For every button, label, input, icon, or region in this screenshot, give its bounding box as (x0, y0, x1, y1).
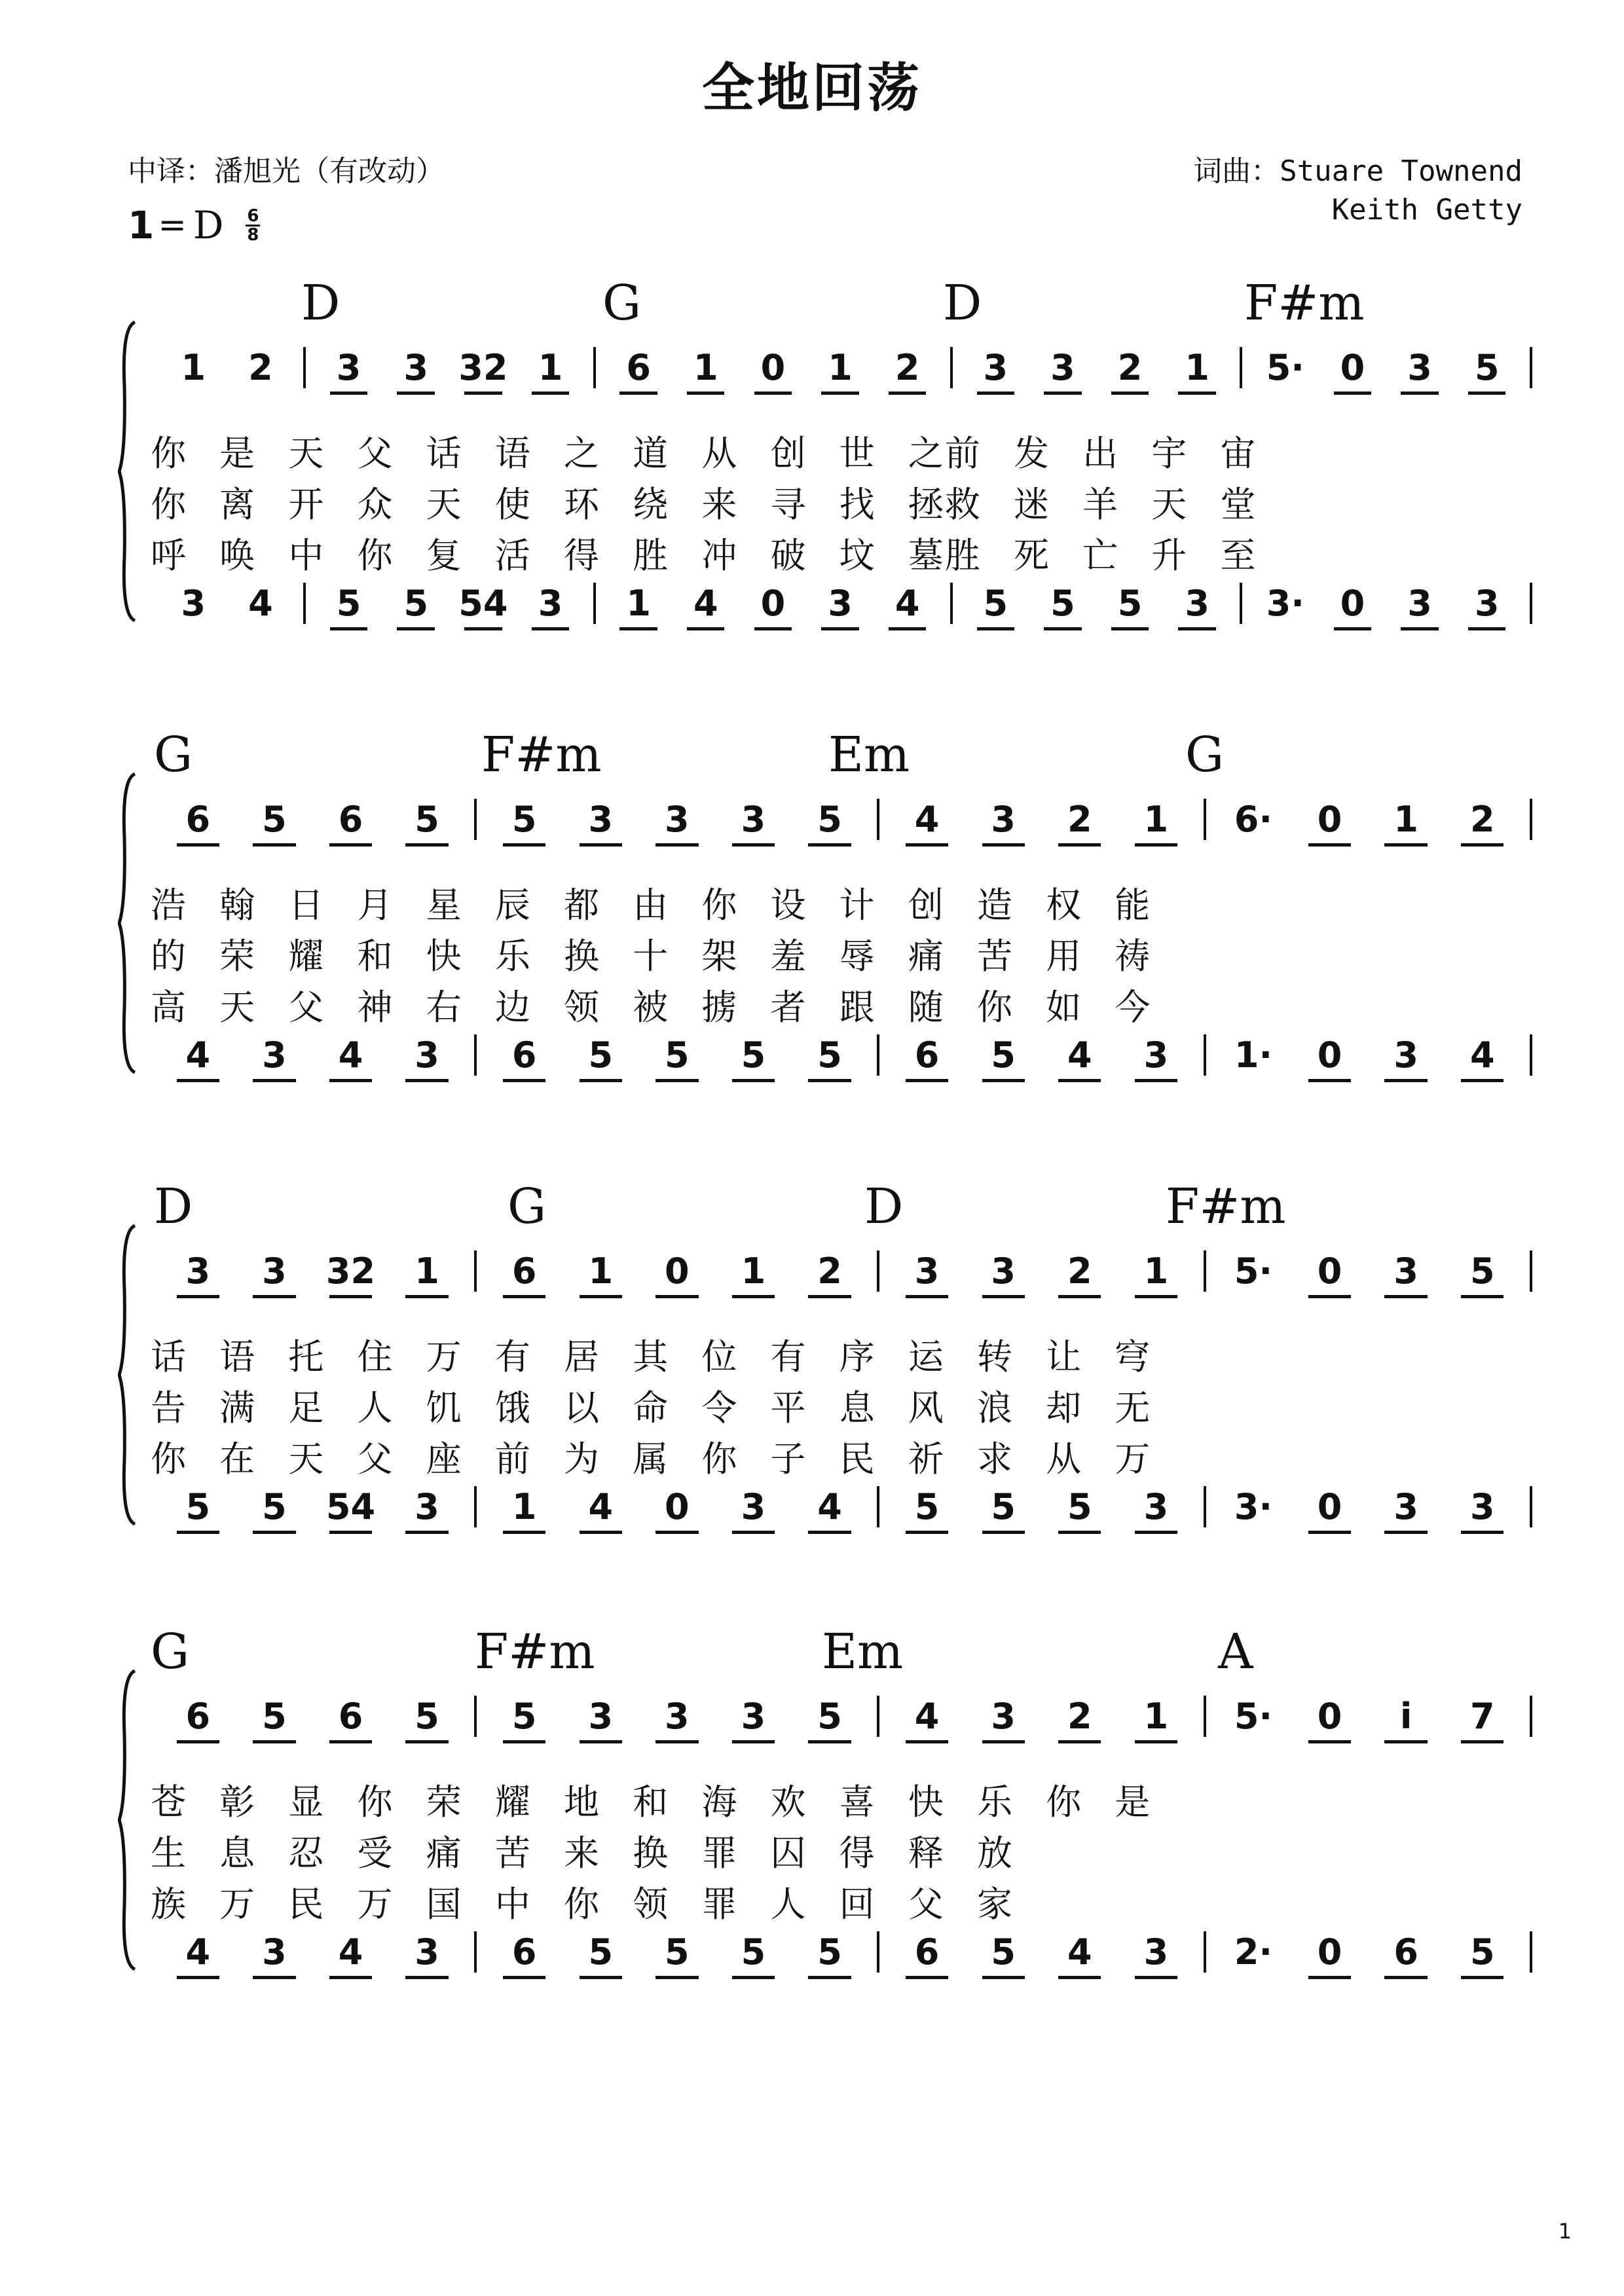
note: 3 (315, 347, 382, 388)
note: 6 (889, 1034, 965, 1076)
measure (477, 1696, 879, 1737)
note: 0 (1291, 1034, 1368, 1076)
note: 5 (563, 1034, 639, 1076)
note: 6 (486, 1034, 563, 1076)
note: 1 (389, 1250, 466, 1292)
note: 1· (1234, 1034, 1272, 1076)
measure (306, 583, 596, 624)
measure (151, 1486, 477, 1527)
note: 4 (672, 583, 739, 624)
note: 5 (1041, 1486, 1118, 1527)
note: 54 (450, 583, 517, 624)
note: 3 (389, 1486, 466, 1527)
note: 3 (563, 799, 639, 840)
note: 4 (792, 1486, 868, 1527)
lyric-line (151, 426, 1532, 476)
note: 3 (236, 1931, 313, 1973)
note: 1 (181, 347, 206, 388)
measure (879, 1486, 1206, 1527)
note: 3· (1266, 583, 1304, 624)
note: 4 (1041, 1034, 1118, 1076)
note: 5 (639, 1931, 716, 1973)
note: 1 (563, 1250, 639, 1292)
lyric-line (151, 528, 1532, 578)
note: 5 (315, 583, 382, 624)
melody-row (151, 1250, 1532, 1292)
note: 5 (792, 1931, 868, 1973)
note: 3 (160, 1250, 236, 1292)
lyric-line (151, 1329, 1532, 1379)
measure (1206, 1486, 1532, 1527)
note: 0 (1291, 1696, 1368, 1737)
measure (1206, 1034, 1532, 1076)
note: 5 (965, 1034, 1042, 1076)
lyric-line (151, 1380, 1532, 1430)
note: 5 (486, 1696, 563, 1737)
note: 6 (605, 347, 673, 388)
note: 3 (389, 1034, 466, 1076)
note: 4 (312, 1034, 389, 1076)
note: 3 (389, 1931, 466, 1973)
note: 32 (312, 1250, 389, 1292)
note: 0 (1291, 799, 1368, 840)
note: 3 (1368, 1250, 1445, 1292)
time-signature (246, 208, 260, 244)
note: 0 (639, 1250, 716, 1292)
measure (879, 1696, 1206, 1737)
system-brace (118, 1669, 138, 1971)
system-3 (124, 1178, 1532, 1545)
note: 5· (1234, 1250, 1272, 1292)
note: 0 (739, 583, 807, 624)
lyric-line (151, 1825, 1532, 1876)
measure (1242, 583, 1532, 624)
chord-symbol: D (154, 1178, 193, 1235)
measure (151, 799, 477, 840)
note: 6 (889, 1931, 965, 1973)
measure (879, 799, 1206, 840)
note: 5 (792, 799, 868, 840)
note: 5 (236, 799, 313, 840)
note: 3 (1386, 583, 1454, 624)
note: 3 (1029, 347, 1097, 388)
measure (151, 1034, 477, 1076)
harmony-row (151, 1931, 1532, 1973)
note: 2 (1041, 799, 1118, 840)
lyric-text: 告 满 足 人 饥 饿 以 命 令 平 息 风 浪 却 无 (151, 1387, 1152, 1429)
measure (1206, 1931, 1532, 1973)
note: 3 (807, 583, 874, 624)
note: 6 (312, 1696, 389, 1737)
note: 3 (639, 1696, 716, 1737)
note: 3 (962, 347, 1029, 388)
note: 4 (1041, 1931, 1118, 1973)
note: 2 (792, 1250, 868, 1292)
chord-symbol: G (154, 727, 193, 783)
note: 3 (965, 799, 1042, 840)
note: 4 (874, 583, 941, 624)
lyric-text: 你 离 开 众 天 使 环 绕 来 寻 找 拯救 迷 羊 天 堂 (151, 484, 1257, 525)
page-title: 全地回荡 (702, 58, 922, 118)
note: 0 (739, 347, 807, 388)
note: 3 (181, 583, 206, 624)
lyric-line (151, 877, 1532, 928)
note: 1 (807, 347, 874, 388)
time-numerator: 6 (247, 206, 259, 226)
note: 3 (965, 1696, 1042, 1737)
chord-symbol: D (864, 1178, 904, 1235)
note: 2 (248, 347, 273, 388)
note: 3 (1444, 1486, 1521, 1527)
note: 5· (1234, 1696, 1272, 1737)
lyric-text: 族 万 民 万 国 中 你 领 罪 人 回 父 家 (151, 1884, 1014, 1925)
note: 2· (1234, 1931, 1272, 1973)
lyric-text: 苍 彰 显 你 荣 耀 地 和 海 欢 喜 快 乐 你 是 (151, 1781, 1152, 1823)
measure (879, 1931, 1206, 1973)
lyric-line (151, 928, 1532, 979)
note: 6 (160, 1696, 236, 1737)
note: 2 (1096, 347, 1164, 388)
measure (151, 1931, 477, 1973)
note: 3 (1386, 347, 1454, 388)
note: 5 (486, 799, 563, 840)
note: 5 (792, 1696, 868, 1737)
measure (1206, 1250, 1532, 1292)
measure (151, 347, 306, 388)
system-brace (118, 1224, 138, 1525)
note: 6 (486, 1931, 563, 1973)
note: 3 (1118, 1486, 1194, 1527)
lyric-line (151, 1876, 1532, 1927)
note: 5 (1453, 347, 1521, 388)
measure (151, 1250, 477, 1292)
note: 4 (889, 1696, 965, 1737)
chord-symbol: F#m (1244, 275, 1365, 331)
note: 5 (563, 1931, 639, 1973)
note: 3 (236, 1034, 313, 1076)
measure (953, 583, 1243, 624)
note: 4 (889, 799, 965, 840)
composer-credit-1: 词曲：Stuare Townend (1193, 155, 1522, 188)
note: 1 (672, 347, 739, 388)
note: 3 (889, 1250, 965, 1292)
measure (1206, 1696, 1532, 1737)
chord-symbol: F#m (481, 727, 602, 783)
note: 4 (248, 583, 273, 624)
key-one: 1 (128, 203, 155, 247)
lyric-text: 话 语 托 住 万 有 居 其 位 有 序 运 转 让 穹 (151, 1336, 1152, 1377)
note: 3· (1234, 1486, 1272, 1527)
note: 3 (639, 799, 716, 840)
note: 1 (1118, 1696, 1194, 1737)
system-4 (124, 1624, 1532, 1990)
note: 5 (1029, 583, 1097, 624)
note: 3 (236, 1250, 313, 1292)
system-1 (124, 275, 1532, 642)
note: 54 (312, 1486, 389, 1527)
note: 0 (1291, 1486, 1368, 1527)
lyric-line (151, 1431, 1532, 1482)
system-brace (118, 321, 138, 622)
note: 3 (1118, 1931, 1194, 1973)
note: 5 (962, 583, 1029, 624)
harmony-row (151, 1486, 1532, 1527)
lyric-text: 高 天 父 神 右 边 领 被 掳 者 跟 随 你 如 今 (151, 987, 1152, 1028)
note: 32 (450, 347, 517, 388)
key-signature (128, 203, 260, 247)
note: 2 (1041, 1250, 1118, 1292)
time-denominator: 8 (247, 225, 259, 245)
note: 0 (639, 1486, 716, 1527)
note: 5 (1444, 1250, 1521, 1292)
note: 6 (160, 799, 236, 840)
chord-symbol: G (151, 1624, 190, 1680)
note: 5 (965, 1931, 1042, 1973)
note: 6 (486, 1250, 563, 1292)
measure (151, 1696, 477, 1737)
note: 5 (236, 1486, 313, 1527)
note: 3 (715, 1696, 792, 1737)
lyric-text: 呼 唤 中 你 复 活 得 胜 冲 破 坟 墓胜 死 亡 升 至 (151, 535, 1257, 576)
note: 5 (889, 1486, 965, 1527)
note: 1 (1164, 347, 1231, 388)
lyric-line (151, 979, 1532, 1030)
lyric-line (151, 1774, 1532, 1825)
note: 5 (389, 1696, 466, 1737)
note: 3 (517, 583, 584, 624)
key-note: D (193, 203, 224, 247)
system-brace (118, 773, 138, 1074)
note: 3 (715, 799, 792, 840)
note: 6 (312, 799, 389, 840)
note: 2 (874, 347, 941, 388)
chord-symbol: G (602, 275, 642, 331)
lyric-line (151, 477, 1532, 527)
harmony-row (151, 583, 1532, 624)
note: 5 (965, 1486, 1042, 1527)
measure (596, 583, 953, 624)
note: 1 (715, 1250, 792, 1292)
note: 3 (1118, 1034, 1194, 1076)
chord-symbol: G (507, 1178, 547, 1235)
note: 3 (715, 1486, 792, 1527)
measure (596, 347, 953, 388)
harmony-row (151, 1034, 1532, 1076)
measure (151, 583, 306, 624)
chord-symbol: Em (828, 727, 910, 783)
note: 5 (1096, 583, 1164, 624)
note: 5 (1444, 1931, 1521, 1973)
measure (477, 1486, 879, 1527)
note: 6· (1234, 799, 1272, 840)
note: 3 (1368, 1486, 1445, 1527)
chord-symbol: D (943, 275, 982, 331)
measure (477, 1034, 879, 1076)
note: 2 (1444, 799, 1521, 840)
measure (953, 347, 1243, 388)
measure (477, 1931, 879, 1973)
chord-symbol: G (1185, 727, 1225, 783)
measure (477, 799, 879, 840)
measure (477, 1250, 879, 1292)
note: 3 (1368, 1034, 1445, 1076)
note: 5 (792, 1034, 868, 1076)
note: 5 (389, 799, 466, 840)
note: 5 (639, 1034, 716, 1076)
lyric-text: 生 息 忍 受 痛 苦 来 换 罪 囚 得 释 放 (151, 1832, 1014, 1874)
note: 1 (486, 1486, 563, 1527)
chord-symbol: A (1218, 1624, 1253, 1680)
lyric-text: 你 是 天 父 话 语 之 道 从 创 世 之前 发 出 宇 宙 (151, 433, 1257, 474)
note: 1 (517, 347, 584, 388)
note: 5 (715, 1034, 792, 1076)
note: 4 (160, 1034, 236, 1076)
melody-row (151, 1696, 1532, 1737)
note: 7 (1444, 1696, 1521, 1737)
lyric-text: 的 荣 耀 和 快 乐 换 十 架 羞 辱 痛 苦 用 祷 (151, 936, 1152, 977)
note: 5 (160, 1486, 236, 1527)
note: 3 (1453, 583, 1521, 624)
note: 4 (160, 1931, 236, 1973)
system-2 (124, 727, 1532, 1093)
page-number: 1 (1558, 2219, 1572, 2244)
note: 5 (382, 583, 450, 624)
note: 3 (965, 1250, 1042, 1292)
note: 1 (1118, 1250, 1194, 1292)
note: 3 (1164, 583, 1231, 624)
note: 2 (1041, 1696, 1118, 1737)
measure (1206, 799, 1532, 840)
note: 4 (1444, 1034, 1521, 1076)
note: 0 (1319, 583, 1386, 624)
note: 5 (715, 1931, 792, 1973)
note: 1 (1118, 799, 1194, 840)
chord-symbol: F#m (475, 1624, 595, 1680)
chord-symbol: D (301, 275, 341, 331)
note: 5 (236, 1696, 313, 1737)
note: 3 (382, 347, 450, 388)
measure (1242, 347, 1532, 388)
note: 0 (1291, 1931, 1368, 1973)
measure (306, 347, 596, 388)
melody-row (151, 347, 1532, 388)
note: i (1368, 1696, 1445, 1737)
note: 1 (605, 583, 673, 624)
note: 0 (1319, 347, 1386, 388)
note: 1 (1368, 799, 1445, 840)
note: 4 (563, 1486, 639, 1527)
composer-credit-2: Keith Getty (1331, 193, 1522, 227)
measure (879, 1250, 1206, 1292)
note: 5· (1266, 347, 1304, 388)
translator-credit: 中译：潘旭光（有改动） (128, 155, 445, 188)
lyric-text: 你 在 天 父 座 前 为 属 你 子 民 祈 求 从 万 (151, 1438, 1152, 1480)
lyric-text: 浩 翰 日 月 星 辰 都 由 你 设 计 创 造 权 能 (151, 884, 1152, 926)
chord-symbol: Em (822, 1624, 904, 1680)
chord-symbol: F#m (1166, 1178, 1286, 1235)
note: 0 (1291, 1250, 1368, 1292)
note: 6 (1368, 1931, 1445, 1973)
measure (879, 1034, 1206, 1076)
note: 4 (312, 1931, 389, 1973)
melody-row (151, 799, 1532, 840)
note: 3 (563, 1696, 639, 1737)
key-equals: = (158, 206, 187, 245)
